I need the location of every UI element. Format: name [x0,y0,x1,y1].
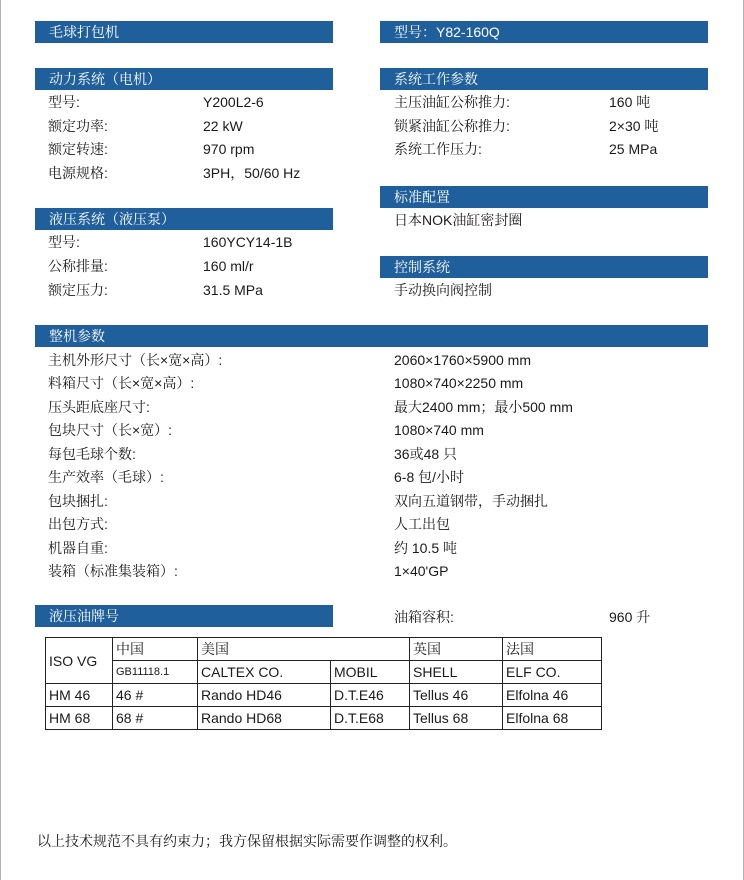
power-value: 970 rpm [203,141,255,157]
power-system-title: 动力系统（电机） [49,71,161,87]
power-system-bar [35,68,333,90]
disclaimer-text: 以上技术规范不具有约束力；我方保留根据实际需要作调整的权利。 [37,833,457,849]
oil-bar [35,605,333,627]
brand-cell: MOBIL [331,661,410,684]
hydraulic-value: 160YCY14-1B [203,234,293,250]
work-param-label: 主压油缸公称推力: [394,94,510,110]
brand-cell: GB11118.1 [113,661,198,684]
machine-params-title: 整机参数 [49,328,105,344]
work-param-label: 系统工作压力: [394,141,482,157]
country-usa: 美国 [198,638,410,661]
table-row [46,707,602,730]
control-system-bar [380,256,708,278]
hydraulic-system-title: 液压系统（液压泵） [49,211,175,227]
country-uk: 英国 [410,638,503,661]
table-row [46,638,602,661]
standard-config-text: 日本NOK油缸密封圈 [394,212,523,228]
table-cell: Tellus 68 [410,707,503,730]
control-system-title: 控制系统 [394,259,450,275]
machine-param-value: 1080×740 mm [394,422,484,438]
machine-param-label: 机器自重: [48,540,108,556]
country-france: 法国 [503,638,602,661]
table-row [46,661,602,684]
table-cell: 68 # [113,707,198,730]
header-model-bar [380,21,708,43]
machine-param-value: 1080×740×2250 mm [394,375,524,391]
hydraulic-value: 160 ml/r [203,258,254,274]
machine-param-label: 出包方式: [48,516,108,532]
table-cell: Elfolna 68 [503,707,602,730]
oil-title: 液压油牌号 [49,608,119,624]
machine-param-label: 料箱尺寸（长×宽×高）: [48,375,195,391]
hydraulic-label: 公称排量: [48,258,108,274]
table-cell: Tellus 46 [410,684,503,707]
standard-config-bar [380,186,708,208]
header-title: 毛球打包机 [49,24,119,40]
hydraulic-system-bar [35,208,333,230]
hydraulic-value: 31.5 MPa [203,282,263,298]
work-params-bar [380,68,708,90]
power-value: Y200L2-6 [203,94,264,110]
machine-param-label: 包块尺寸（长×宽）: [48,422,173,438]
work-param-value: 25 MPa [609,141,658,157]
work-param-value: 160 吨 [609,94,651,110]
work-param-value: 2×30 吨 [609,118,659,134]
power-label: 型号: [48,94,80,110]
table-row [46,684,602,707]
brand-cell: CALTEX CO. [198,661,331,684]
work-param-label: 锁紧油缸公称推力: [394,118,510,134]
hydraulic-label: 额定压力: [48,282,108,298]
machine-param-value: 双向五道钢带，手动捆扎 [394,493,548,509]
table-cell: D.T.E68 [331,707,410,730]
machine-param-value: 36或48 只 [394,446,458,462]
table-cell: 46 # [113,684,198,707]
country-china: 中国 [113,638,198,661]
work-params-title: 系统工作参数 [394,71,478,87]
tank-volume-label: 油箱容积: [394,609,454,625]
machine-param-label: 主机外形尺寸（长×宽×高）: [48,352,223,368]
power-value: 22 kW [203,118,243,134]
header-model: 型号：Y82-160Q [394,24,500,40]
table-cell: Rando HD68 [198,707,331,730]
standard-config-title: 标准配置 [394,189,450,205]
machine-params-bar [35,325,708,347]
machine-param-label: 生产效率（毛球）: [48,469,164,485]
tank-volume-value: 960 升 [609,609,651,625]
table-cell: Rando HD46 [198,684,331,707]
machine-param-value: 最大2400 mm；最小500 mm [394,399,573,415]
power-value: 3PH，50/60 Hz [203,165,301,181]
machine-param-label: 包块捆扎: [48,493,108,509]
table-cell: D.T.E46 [331,684,410,707]
control-system-text: 手动换向阀控制 [394,282,492,298]
machine-param-value: 6-8 包/小时 [394,469,465,485]
power-label: 电源规格: [48,165,108,181]
header-title-bar [35,21,333,43]
oil-grade-table [45,637,602,730]
machine-param-value: 约 10.5 吨 [394,540,458,556]
power-label: 额定转速: [48,141,108,157]
iso-vg-header: ISO VG [46,638,113,684]
power-label: 额定功率: [48,118,108,134]
table-cell: HM 68 [46,707,113,730]
table-cell: HM 46 [46,684,113,707]
hydraulic-label: 型号: [48,234,80,250]
table-cell: Elfolna 46 [503,684,602,707]
left-border [0,0,1,880]
machine-param-label: 每包毛球个数: [48,446,136,462]
brand-cell: ELF CO. [503,661,602,684]
machine-param-label: 压头距底座尺寸: [48,399,150,415]
machine-param-value: 2060×1760×5900 mm [394,352,531,368]
brand-cell: SHELL [410,661,503,684]
machine-param-value: 1×40'GP [394,563,449,579]
machine-param-label: 装箱（标准集装箱）: [48,563,178,579]
machine-param-value: 人工出包 [394,516,450,532]
